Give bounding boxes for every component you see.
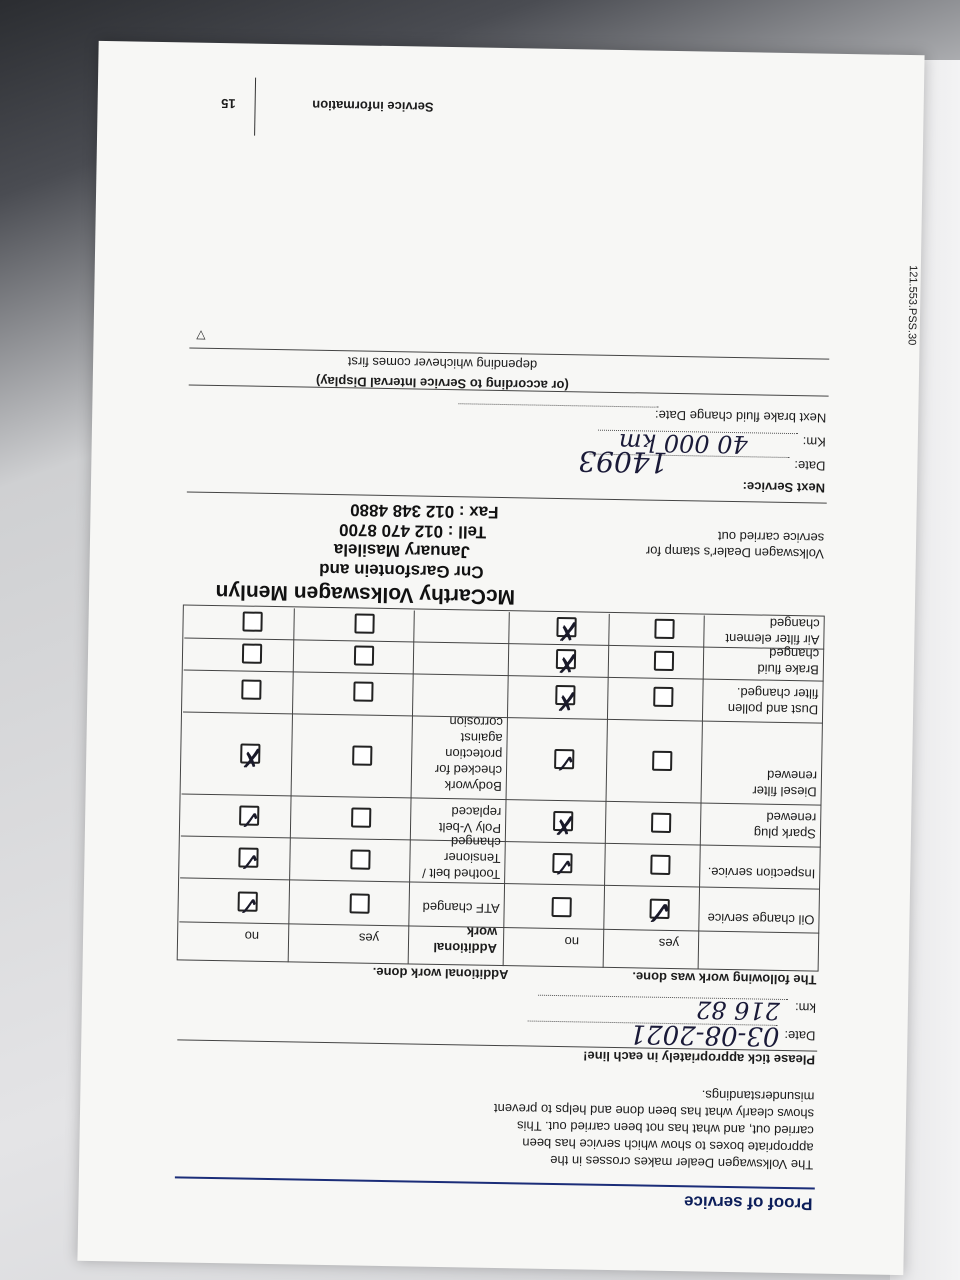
- brake-fluid-date-label: Next brake fluid change Date:: [654, 407, 827, 426]
- col-header-additional: Additional work: [433, 924, 498, 956]
- page-title: Proof of service: [683, 1192, 813, 1214]
- col-header-no: no: [564, 934, 580, 950]
- tick-mark: ✓: [644, 891, 674, 933]
- row-toothed-belt-label: Toothed belt / Tensioner changed: [422, 834, 501, 883]
- tick-mark: ✗: [555, 646, 579, 678]
- whichever-note: depending whichever comes first: [347, 354, 538, 373]
- checkbox-extra3-no[interactable]: [242, 611, 262, 631]
- handwritten-next-km: 40 000 km: [618, 428, 749, 459]
- row-spark-plug-label: Spark plug renewed: [753, 809, 817, 842]
- dealer-stamp-phone: Tell : 012 470 8700: [338, 520, 487, 542]
- handwritten-next-date: 14093: [578, 444, 668, 479]
- checkbox-spark-yes[interactable]: [651, 813, 671, 833]
- title-underline: [175, 1176, 815, 1189]
- tick-mark: ✓: [552, 850, 575, 882]
- row-bodywork-label: Bodywork checked for protection against corrosion: [434, 714, 504, 795]
- dealer-stamp-fax: Fax : 012 348 4880: [349, 500, 499, 522]
- row-inspection-label: Inspection service.: [707, 864, 816, 882]
- tick-mark: ✓: [554, 746, 577, 778]
- handwritten-km: 216 82: [695, 995, 781, 1025]
- col-header-yes-additional: yes: [358, 930, 380, 946]
- row-atf-label: ATF changed: [422, 899, 500, 917]
- dealer-stamp-contact: January Masilela: [333, 540, 471, 562]
- interval-note: (or according to Service Interval Display): [315, 373, 569, 394]
- service-booklet-page: [77, 41, 924, 1275]
- row-brake-fluid-label: Brake fluid changed: [757, 645, 820, 678]
- next-km-label: Km:: [802, 434, 826, 450]
- checkbox-brake-yes[interactable]: [654, 651, 674, 671]
- next-date-label: Date:: [794, 458, 826, 474]
- checkbox-bodywork-yes[interactable]: [352, 745, 372, 765]
- checkbox-extra1-yes[interactable]: [353, 681, 373, 701]
- col-header-no-additional: no: [244, 928, 260, 944]
- tick-mark: ✗: [240, 741, 263, 772]
- checkbox-dust-yes[interactable]: [653, 687, 673, 707]
- checkbox-extra1-no[interactable]: [241, 679, 261, 699]
- tick-mark: ✗: [555, 684, 578, 716]
- checkbox-toothed-yes[interactable]: [350, 849, 370, 869]
- checkbox-extra3-yes[interactable]: [354, 613, 374, 633]
- dealer-stamp-name: McCarthy Volkswagen Menlyn: [215, 580, 516, 609]
- tick-mark: ✓: [237, 889, 260, 920]
- next-service-label: Next Service:: [742, 479, 826, 496]
- checkbox-inspection-yes[interactable]: [650, 855, 670, 875]
- document-code: 121.553.PSS.30: [905, 265, 919, 346]
- additional-work-heading: Additional work done.: [372, 964, 509, 983]
- work-done-heading: The following work was done.: [632, 969, 817, 988]
- checkbox-oil-no[interactable]: [551, 897, 571, 917]
- section-name: Service information: [312, 97, 434, 115]
- row-oil-change-label: Oil change service: [707, 910, 815, 928]
- checkbox-air-yes[interactable]: [654, 619, 674, 639]
- footer-separator: [254, 78, 256, 136]
- handwritten-date: 03-08-2021: [629, 1018, 780, 1051]
- tick-mark: ✗: [556, 614, 579, 646]
- tick-mark: ✓: [238, 845, 261, 876]
- row-air-filter-label: Air filter element changed: [725, 615, 820, 648]
- row-dust-pollen-label: Dust and pollen filter changed.: [727, 685, 819, 718]
- tick-mark: ✗: [553, 808, 576, 840]
- page-content-rotated: [77, 41, 924, 1275]
- row-diesel-filter-label: Diesel filter renewed: [752, 767, 818, 800]
- dealer-stamp-label: Volkswagen Dealer's stamp for service carried out: [645, 528, 825, 562]
- checkbox-poly-yes[interactable]: [351, 807, 371, 827]
- dealer-stamp-address: Cnr Garsfontein and: [318, 559, 484, 582]
- triangle-icon: ▽: [196, 328, 206, 343]
- intro-paragraph: The Volkswagen Dealer makes crosses in the appropriate boxes to show which service has been carried out, and what has not been carried out. This shows clearly what has been done and helps to prevent misunderstandings.: [493, 1087, 815, 1173]
- checkbox-extra2-yes[interactable]: [354, 645, 374, 665]
- row-poly-belt-label: Poly V-belt replaced: [438, 804, 502, 837]
- checkbox-atf-yes[interactable]: [350, 893, 370, 913]
- page-number: 15: [221, 96, 236, 112]
- checkbox-extra2-no[interactable]: [242, 643, 262, 663]
- col-header-yes: yes: [658, 935, 680, 952]
- date-label: Date:: [784, 1028, 816, 1044]
- checkbox-diesel-yes[interactable]: [652, 751, 672, 771]
- km-label: km:: [794, 1000, 817, 1016]
- tick-mark: ✓: [239, 803, 262, 834]
- instruction-text: Please tick appropriately in each line!: [582, 1048, 816, 1068]
